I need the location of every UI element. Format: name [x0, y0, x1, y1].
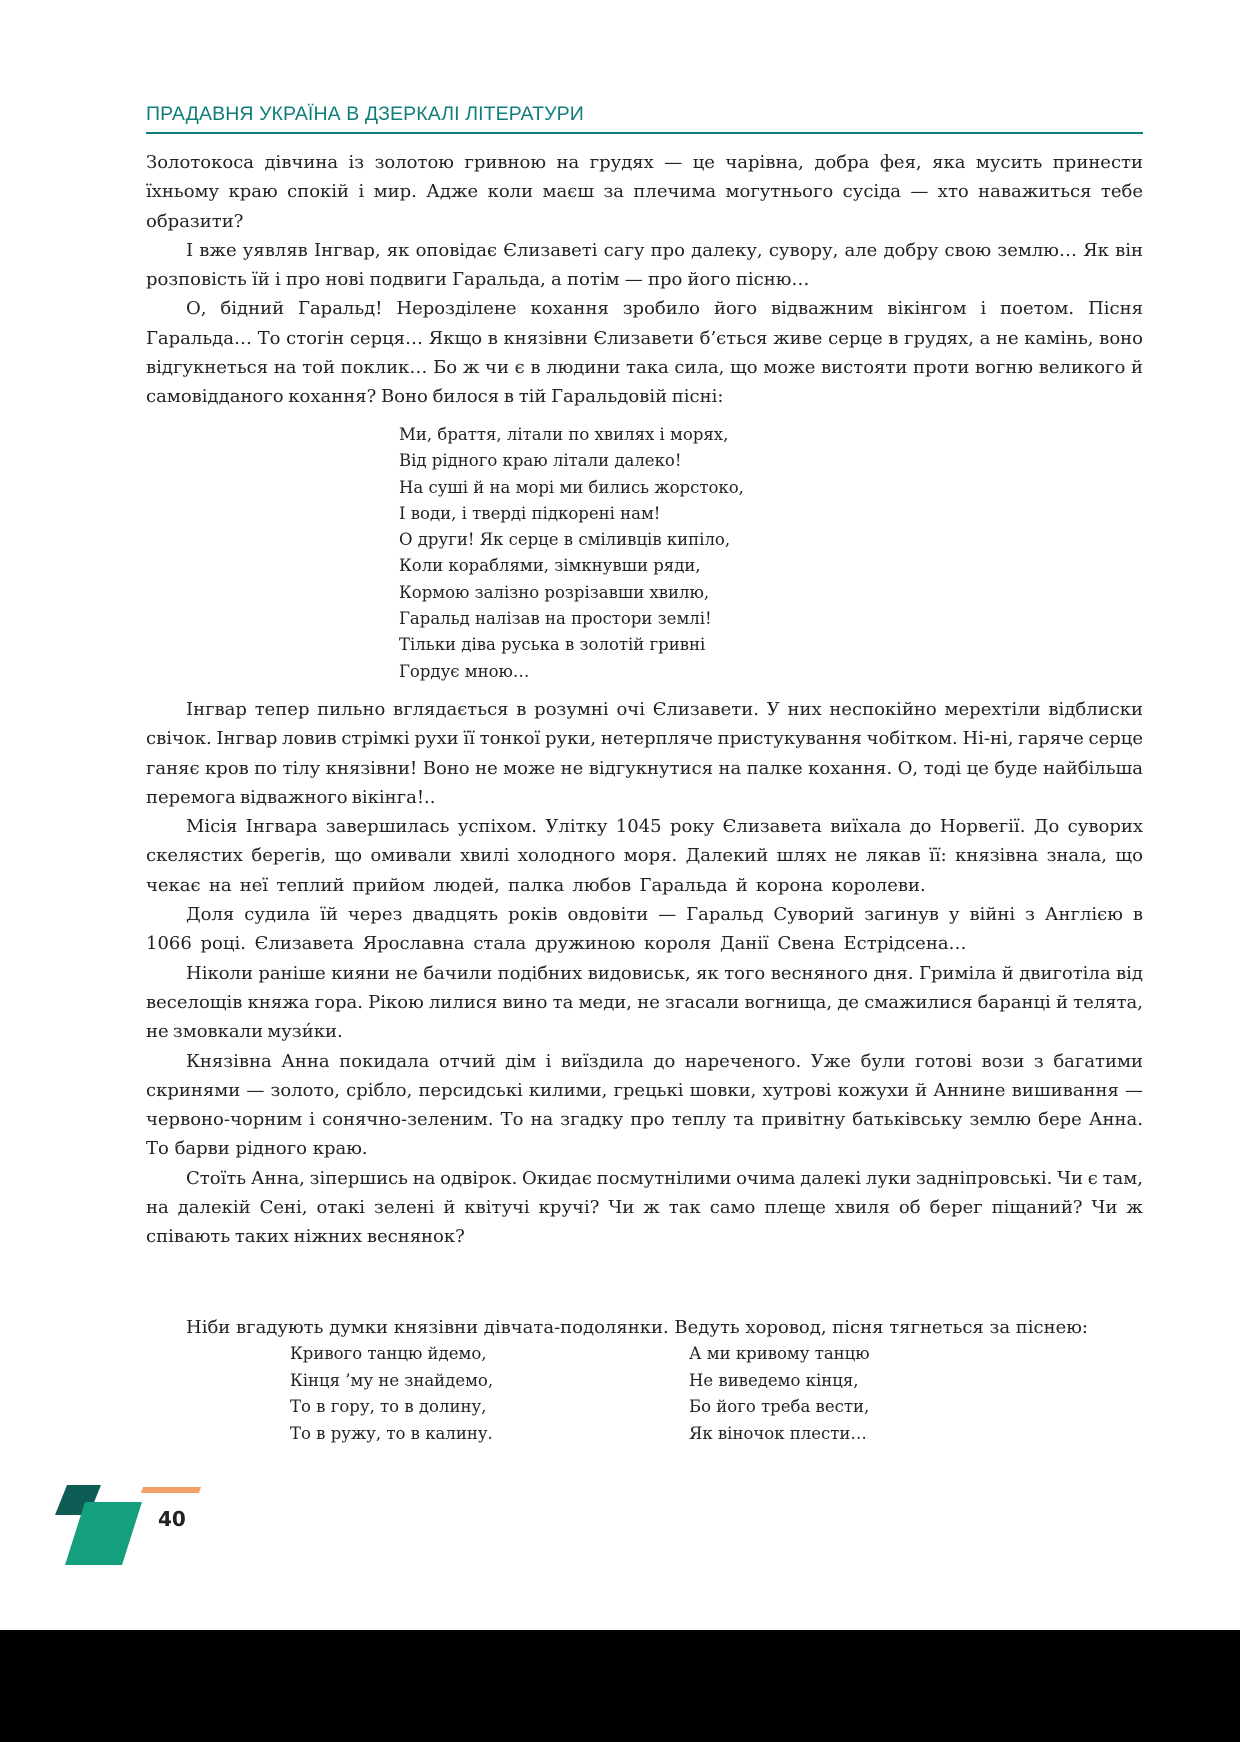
paragraph: Князівна Анна покидала отчий дім і виїздила до нареченого. Уже були готові вози з багатими скринями — золото, срібло, персидські килими, грецькі шовки, хутрові кожухи й Аннине вишивання — червоно-чорним і сонячно-зеленим. То на згадку про теплу та привітну батьківську землю бере Анна. То барви рідного краю. [146, 1050, 1143, 1160]
paragraph: Місія Інгвара завершилась успіхом. Улітку 1045 року Єлизавета виїхала до Норвегії. До суворих скелястих берегів, що омивали хвилі холодного моря. Далекий шлях не лякав її: князівна знала, що чекає на неї теплий прийом людей, палка любов Гаральда й корона королеви. [146, 816, 1143, 896]
poem-line: Тільки діва руська в золотій гривні [399, 635, 706, 655]
poem-line: О други! Як серце в сміливців кипіло, [399, 530, 731, 550]
header-divider [146, 132, 1143, 134]
paragraph: Ніколи раніше кияни не бачили подібних видовиськ, як того весняного дня. Гриміла й двиготіла від веселощів княжа гора. Рікою лилися вино та меди, не згасали вогнища, де смажилися баранці й телята, не змовкали музи́ки. [146, 962, 1143, 1043]
paragraph: Інгвар тепер пильно вглядається в розумні очі Єлизавети. У них неспокійно мерехтіли відблиски свічок. Інгвар ловив стрімкі рухи її тонкої руки, нетерпляче пристукування чобітком. Ні-ні, гаряче серце ганяє кров по тілу князівни! Воно не може не відгукнутися на палке кохання. О, тоді це буде найбільша перемога відважного вікінга!.. [146, 699, 1143, 808]
poem-line: Гордує мною… [399, 661, 530, 681]
poem-line: Ми, браття, літали по хвилях і морях, [399, 425, 729, 444]
song-column-right [689, 1341, 870, 1447]
paragraph: Доля судила їй через двадцять років овдовіти — Гаральд Суворий загинув у війні з Англією в 1066 році. Єлизавета Ярославна стала дружиною короля Данії Свена Естрідсена… [146, 904, 1143, 955]
paragraph: Ніби вгадують думки князівни дівчата-подолянки. Ведуть хоровод, пісня тягнеться за піснею: [186, 1317, 1088, 1338]
song-line: То в ружу, то в калину. [290, 1423, 493, 1443]
paragraph: І вже уявляв Інгвар, як оповідає Єлизаветі сагу про далеку, сувору, але добру свою землю… Як він розповість їй і про нові подвиги Гаральда, а потім — про його пісню… [146, 239, 1143, 291]
poem-line: На суші й на морі ми бились жорстоко, [399, 477, 744, 497]
paragraph: Золотокоса дівчина із золотою гривною на грудях — це чарівна, добра фея, яка мусить принести їхньому краю спокій і мир. Адже коли маєш за плечима могутнього сусіда — хто наважиться тебе образити? [146, 152, 1143, 232]
paragraph: О, бідний Гаральд! Нерозділене кохання зробило його відважним вікінгом і поетом. Пісня Гаральда… То стогін серця… Якщо в князівни Єлизавети б’ється живе серце в грудях, а не камінь, воно відгукнеться на той поклик… Бо ж чи є в людини така сила, що може вистояти проти вогню великого й самовідданого кохання? Воно билося в тій Гаральдовій пісні: [146, 298, 1143, 408]
text-block-middle [146, 695, 1143, 1252]
song-line: То в гору, то в долину, [290, 1397, 487, 1416]
page-header [146, 102, 1143, 134]
song-line: Кінця ’му не знайдемо, [290, 1370, 494, 1390]
song-line: Не виведемо кінця, [689, 1370, 859, 1390]
poem-line: Коли кораблями, зімкнувши ряди, [399, 556, 701, 576]
song-column-left [290, 1341, 493, 1447]
section-title: ПРАДАВНЯ УКРАЇНА В ДЗЕРКАЛІ ЛІТЕРАТУРИ [146, 103, 584, 125]
song-line: Бо його треба вести, [689, 1397, 870, 1416]
poem-line: Кормою залізно розрізавши хвилю, [399, 582, 710, 602]
song-line: А ми кривому танцю [689, 1344, 870, 1363]
poem-line: Гаральд налізав на простори землі! [399, 609, 712, 629]
song-line: Кривого танцю йдемо, [290, 1344, 487, 1363]
page-number: 40 [158, 1507, 186, 1531]
poem-line: Від рідного краю літали далеко! [399, 451, 682, 471]
paragraph: Стоїть Анна, зіпершись на одвірок. Окидає посмутнілими очима далекі луки задніпровські. Чи є там, на далекій Сені, отакі зелені й квітучі кручі? Чи ж так само плеще хвиля об берег піщаний? Чи ж співають таких ніжних веснянок? [146, 1167, 1143, 1248]
logo-orange-bar [141, 1487, 201, 1493]
text-block-bottom [146, 1313, 1143, 1342]
text-block-top [146, 148, 1143, 412]
song-line: Як віночок плести… [689, 1423, 867, 1443]
poem-line: І води, і тверді підкорені нам! [399, 503, 661, 523]
harald-poem [399, 422, 744, 685]
